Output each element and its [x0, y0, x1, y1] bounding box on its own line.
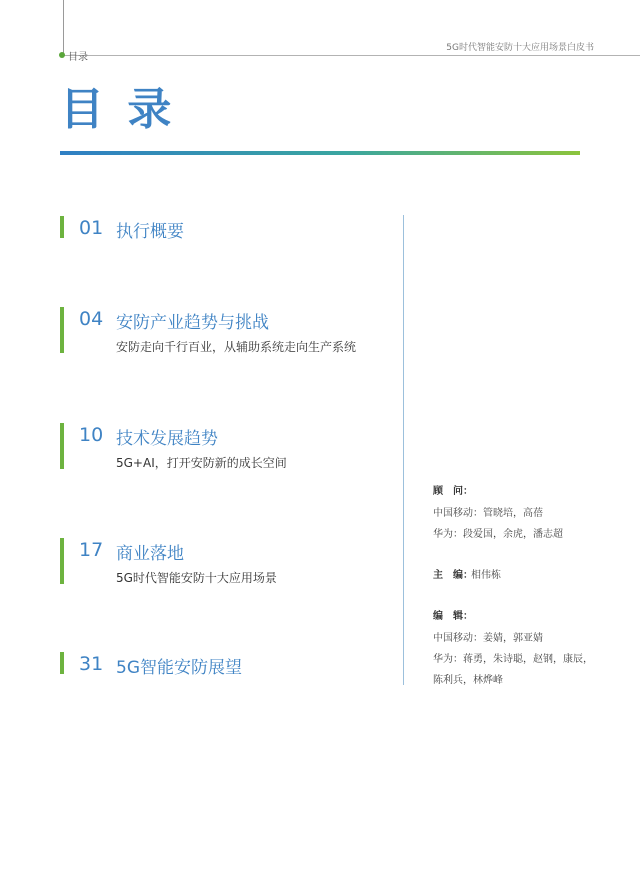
toc-marker-bar: [60, 538, 64, 584]
toc-title: 安防产业趋势与挑战: [116, 313, 269, 333]
header-rule: [63, 55, 640, 56]
toc-title: 商业落地: [116, 544, 184, 564]
toc-title: 技术发展趋势: [116, 429, 218, 449]
column-divider: [403, 215, 404, 685]
toc-marker-bar: [60, 307, 64, 353]
editor-in-chief-label: 主 编：: [433, 570, 473, 581]
toc-title: 5G智能安防展望: [116, 658, 242, 678]
toc-page-number: 10: [79, 424, 104, 446]
advisors-cmcc: 中国移动：管晓培，高蓓: [433, 508, 543, 519]
toc-subtitle: 5G时代智能安防十大应用场景: [116, 571, 277, 585]
toc-subtitle: 安防走向千行百业，从辅助系统走向生产系统: [116, 340, 357, 354]
editors-label: 编 辑：: [433, 611, 473, 622]
toc-marker-bar: [60, 652, 64, 674]
toc-page-number: 31: [79, 653, 104, 675]
toc-marker-bar: [60, 216, 64, 238]
toc-page-number: 01: [79, 217, 104, 239]
toc-page-number: 17: [79, 539, 104, 561]
header-document-title: 5G时代智能安防十大应用场景白皮书: [446, 43, 594, 53]
toc-subtitle: 5G+AI，打开安防新的成长空间: [116, 456, 287, 470]
title-underline-bar: [60, 151, 580, 155]
editor-in-chief-name: 相伟栋: [471, 570, 501, 581]
header-bullet-icon: [59, 52, 65, 58]
header-section-label: 目录: [68, 52, 88, 63]
advisors-label: 顾 问：: [433, 486, 473, 497]
toc-page-number: 04: [79, 308, 104, 330]
editors-cmcc: 中国移动：姜婧，郭亚婧: [433, 633, 543, 644]
toc-marker-bar: [60, 423, 64, 469]
toc-title: 执行概要: [116, 222, 184, 242]
advisors-huawei: 华为：段爱国，余虎，潘志超: [433, 529, 563, 540]
margin-rule: [63, 0, 64, 57]
page-title: 目 录: [60, 84, 176, 135]
editors-huawei-line2: 陈利兵，林烨峰: [433, 675, 503, 686]
editors-huawei-line1: 华为：蒋勇，朱诗聪，赵钢，康辰，: [433, 654, 593, 665]
